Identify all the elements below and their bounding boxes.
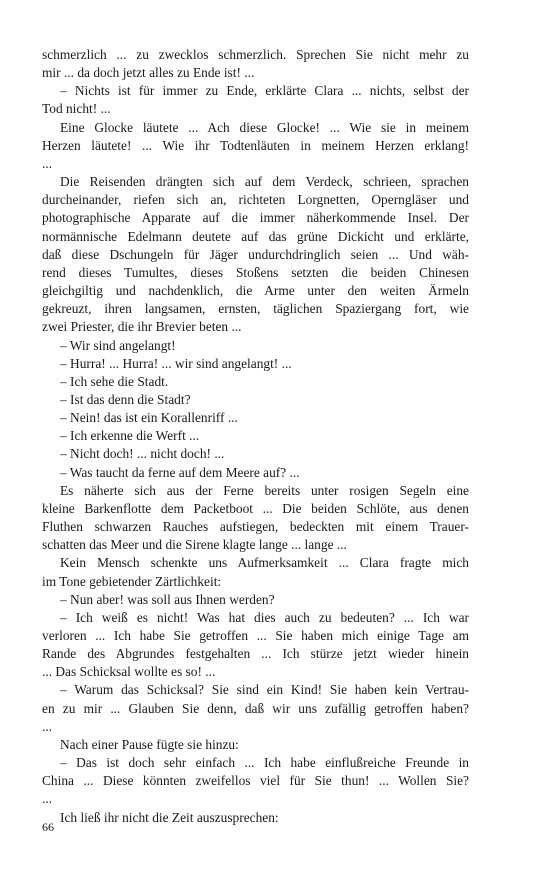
text-line: ... bbox=[42, 791, 53, 807]
text-line: Rande des Abgrundes festgehalten ... Ich stürze jetzt wieder hinein bbox=[42, 646, 469, 662]
text-line: China ... Diese könnten zweifellos viel für Sie thun! ... Wollen Sie? bbox=[42, 773, 469, 789]
page-text bbox=[42, 46, 469, 827]
page-number: 66 bbox=[42, 820, 54, 834]
text-line: – Nein! das ist ein Korallenriff ... bbox=[60, 410, 238, 426]
text-line: durcheinander, riefen sich an, richteten Lorgnetten, Operngläser und bbox=[42, 192, 469, 208]
text-line: zwei Priester, die ihr Brevier beten ... bbox=[42, 319, 242, 335]
text-line: ... bbox=[42, 155, 53, 171]
text-line: Tod nicht! ... bbox=[42, 101, 111, 117]
text-line: – Hurra! ... Hurra! ... wir sind angelangt! ... bbox=[60, 355, 292, 371]
text-line: im Tone gebietender Zärtlichkeit: bbox=[42, 573, 222, 589]
text-line: gleichgiltig und nachdenklich, die Arme unter den weiten Ärmeln bbox=[42, 283, 469, 299]
text-line: Eine Glocke läutete ... Ach diese Glocke! ... Wie sie in meinem bbox=[60, 119, 469, 135]
text-line: Die Reisenden drängten sich auf dem Verdeck, schrieen, sprachen bbox=[60, 174, 469, 190]
text-line: – Nichts ist für immer zu Ende, erklärte Clara ... nichts, selbst der bbox=[60, 83, 469, 99]
text-line: schatten das Meer und die Sirene klagte lange ... lange ... bbox=[42, 537, 347, 553]
text-line: – Nun aber! was soll aus Ihnen werden? bbox=[60, 591, 275, 607]
text-line: schmerzlich ... zu zwecklos schmerzlich. Sprechen Sie nicht mehr zu bbox=[42, 47, 469, 62]
text-line: – Wir sind angelangt! bbox=[60, 337, 176, 353]
text-line: daß diese Dschungeln für Jäger undurchdringlich seien ... Und wäh- bbox=[42, 246, 469, 262]
text-line: – Ist das denn die Stadt? bbox=[60, 391, 191, 407]
text-line: – Warum das Schicksal? Sie sind ein Kind! Sie haben kein Vertrau- bbox=[60, 682, 469, 698]
text-line: normännische Edelmann deutete auf das grüne Dickicht und erklärte, bbox=[42, 228, 469, 244]
text-line: Fluthen schwarzen Rauches aufstiegen, bedeckten mit einem Trauer- bbox=[42, 519, 469, 535]
text-line: Ich ließ ihr nicht die Zeit auszusprechen: bbox=[60, 809, 279, 825]
text-line: – Das ist doch sehr einfach ... Ich habe einflußreiche Freunde in bbox=[60, 755, 469, 771]
text-line: – Was taucht da ferne auf dem Meere auf? ... bbox=[60, 464, 300, 480]
text-line: Kein Mensch schenkte uns Aufmerksamkeit ... Clara fragte mich bbox=[60, 555, 469, 571]
text-line: Herzen läutete! ... Wie ihr Todtenläuten in meinem Herzen erklang! bbox=[42, 137, 469, 153]
text-line: ... bbox=[42, 718, 53, 734]
text-line: – Nicht doch! ... nicht doch! ... bbox=[60, 446, 225, 462]
text-line: kleine Barkenflotte dem Packetboot ... Die beiden Schlöte, aus denen bbox=[42, 500, 469, 516]
text-line: verloren ... Ich habe Sie getroffen ... Sie haben mich einige Tage am bbox=[42, 628, 469, 643]
text-line: en zu mir ... Glauben Sie denn, daß wir uns zufällig getroffen haben? bbox=[42, 700, 469, 716]
text-line: Es näherte sich aus der Ferne bereits unter rosigen Segeln eine bbox=[60, 482, 469, 498]
text-line: Nach einer Pause fügte sie hinzu: bbox=[60, 736, 239, 752]
text-line: rend dieses Tumultes, dieses Stoßens setzten die beiden Chinesen bbox=[42, 264, 469, 280]
text-line: – Ich weiß es nicht! Was hat dies auch zu bedeuten? ... Ich war bbox=[60, 609, 469, 625]
text-line: gekreuzt, ihren langsamen, ernsten, täglichen Spaziergang fort, wie bbox=[42, 301, 469, 317]
text-line: mir ... da doch jetzt alles zu Ende ist! ... bbox=[42, 65, 255, 81]
text-line: – Ich erkenne die Werft ... bbox=[60, 428, 200, 444]
text-line: photographische Apparate auf die immer näherkommende Insel. Der bbox=[42, 210, 469, 226]
text-line: – Ich sehe die Stadt. bbox=[60, 373, 169, 389]
text-line: ... Das Schicksal wollte es so! ... bbox=[42, 664, 216, 680]
